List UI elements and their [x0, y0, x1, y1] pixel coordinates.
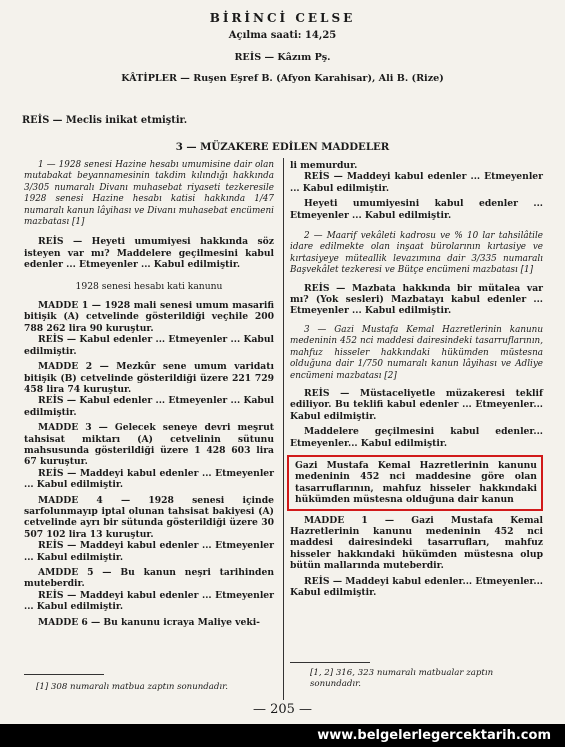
footnote-divider	[24, 674, 104, 675]
opening-statement: REİS — Meclis inikat etmiştir.	[22, 115, 188, 126]
paragraph: REİS — Mazbata hakkında bir mütalea var mı? (Yok sesleri) Mazbatayı kabul edenler ... Etmeyenler ... Kabul edilmiştir.	[290, 282, 543, 317]
paragraph: Maddelere geçilmesini kabul edenler... Etmeyenler... Kabul edilmiştir.	[290, 426, 543, 449]
footnote-divider	[290, 662, 370, 663]
page-number: — 205 —	[252, 702, 313, 717]
agenda-item-3: 3 — Gazi Mustafa Kemal Hazretlerinin kanunu medeninin 452 nci maddesi dairesindeki tasarruflarının, mahfuz hisseler hakkındaki hükümden müstesna olduğuna dair 1/750 numaralı kanun lâyihası ve Adliye encümeni mazbatası [2]	[290, 324, 543, 381]
watermark-text: www.belgelerlegercektarih.com	[317, 728, 551, 743]
highlighted-law-title: Gazi Mustafa Kemal Hazretlerinin kanunu medeninin 452 nci maddesine göre olan tasarruflarının, mahfuz hisseler hakkındaki hükümden müstesna olduğuna dair kanun	[287, 455, 543, 511]
paragraph: REİS — Maddeyi kabul edenler ... Etmeyenler ... Kabul edilmiştir.	[24, 540, 274, 563]
section-heading: 3 — MÜZAKERE EDİLEN MADDELER	[175, 141, 390, 153]
paragraph: li memurdur.	[290, 160, 358, 171]
article: MADDE 3 — Gelecek seneye devri meşrut tahsisat miktarı (A) cetvelinin sütunu mahsusunda gösterildiği üzere 1 428 603 lira 67 kuruştur.	[24, 422, 274, 468]
article: AMDDE 5 — Bu kanun neşri tarihinden muteberdir.	[24, 567, 274, 590]
opening-time: Açılma saati: 14,25	[228, 30, 337, 41]
session-title: BİRİNCİ CELSE	[209, 11, 356, 25]
agenda-item-1: 1 — 1928 senesi Hazine hesabı umumisine dair olan mutabakat beyannamesinin takdim kılındığı hakkında 3/305 numaralı Divanı muhasebat riyaseti tezkeresile 1928 senesi Hazine hesabı katisi hakkında 1/47 numaralı kanun lâyihası ve Divanı muhasebat encümeni mazbatası [1]	[24, 160, 274, 228]
agenda-item-2: 2 — Maarif vekâleti kadrosu ve % 10 lar tahsilâtile idare edilmekte olan inşaat bürolarının kırtasiye ve kırtasiyeye müteallik levazımına dair 3/335 numaralı Başvekâlet tezkeresi ve Bütçe encümeni mazbatası [1]	[290, 231, 543, 276]
article: MADDE 1 — 1928 mali senesi umum masarifi bitişik (A) cetvelinde gösterildiği veçhile 200 788 262 lira 90 kuruştur.	[24, 300, 274, 334]
paragraph: REİS — Maddeyi kabul edenler ... Etmeyenler ... Kabul edilmiştir.	[24, 467, 274, 491]
watermark-bar	[0, 724, 565, 747]
left-column	[24, 160, 274, 628]
secretaries-line: KÂTİPLER — Ruşen Eşref B. (Afyon Karahisar), Ali B. (Rize)	[121, 73, 444, 84]
paragraph: Heyeti umumiyesini kabul edenler ... Etmeyenler ... Kabul edilmiştir.	[290, 198, 543, 221]
paragraph: REİS — Kabul edenler ... Etmeyenler ... Kabul edilmiştir.	[24, 395, 274, 418]
chairman-line: REİS — Kâzım Pş.	[234, 52, 331, 63]
paragraph: REİS — Maddeyi kabul edenler... Etmeyenler... Kabul edilmiştir.	[290, 575, 543, 598]
article: MADDE 4 — 1928 senesi içinde sarfolunmayıp iptal olunan tahsisat bakiyesi (A) cetvelinde ayrı bir sütunda gösterildiği üzere 30 507 102 lira 13 kuruştur.	[24, 494, 274, 540]
paragraph: REİS — Maddeyi kabul edenler ... Etmeyenler ... Kabul edilmiştir.	[290, 171, 543, 194]
paragraph: REİS — Maddeyi kabul edenler ... Etmeyenler ... Kabul edilmiştir.	[24, 589, 274, 613]
paragraph: REİS — Müstaceliyetle müzakeresi teklif ediliyor. Bu teklifi kabul edenler ... Etmeyenler... Kabul edilmiştir.	[290, 387, 543, 422]
law-title: 1928 senesi hesabı kati kanunu	[75, 280, 223, 292]
article: MADDE 1 — Gazi Mustafa Kemal Hazretlerinin kanunu medeninin 452 nci maddesi dairesindeki tasarrufları, mahfuz hisseler hakkındaki hükümden müstesna olup bütün mallarında muteberdir.	[290, 514, 543, 572]
article: MADDE 2 — Mezkûr sene umum varidatı bitişik (B) cetvelinde gösterildiği üzere 221 729 458 lira 74 kuruştur.	[24, 361, 274, 395]
footnote-right: [1, 2] 316, 323 numaralı matbualar zaptın sonundadır.	[310, 668, 494, 689]
paragraph: REİS — Kabul edenler ... Etmeyenler ... Kabul edilmiştir.	[24, 334, 274, 357]
right-column	[290, 160, 543, 598]
column-divider	[283, 158, 284, 700]
article: MADDE 6 — Bu kanunu icraya Maliye veki-	[38, 616, 260, 628]
paragraph: REİS — Heyeti umumiyesi hakkında söz isteyen var mı? Maddelere geçilmesini kabul edenler ... Etmeyenler ... Kabul edilmiştir.	[24, 236, 274, 271]
footnote-left: [1] 308 numaralı matbua zaptın sonundadır.	[36, 682, 229, 692]
